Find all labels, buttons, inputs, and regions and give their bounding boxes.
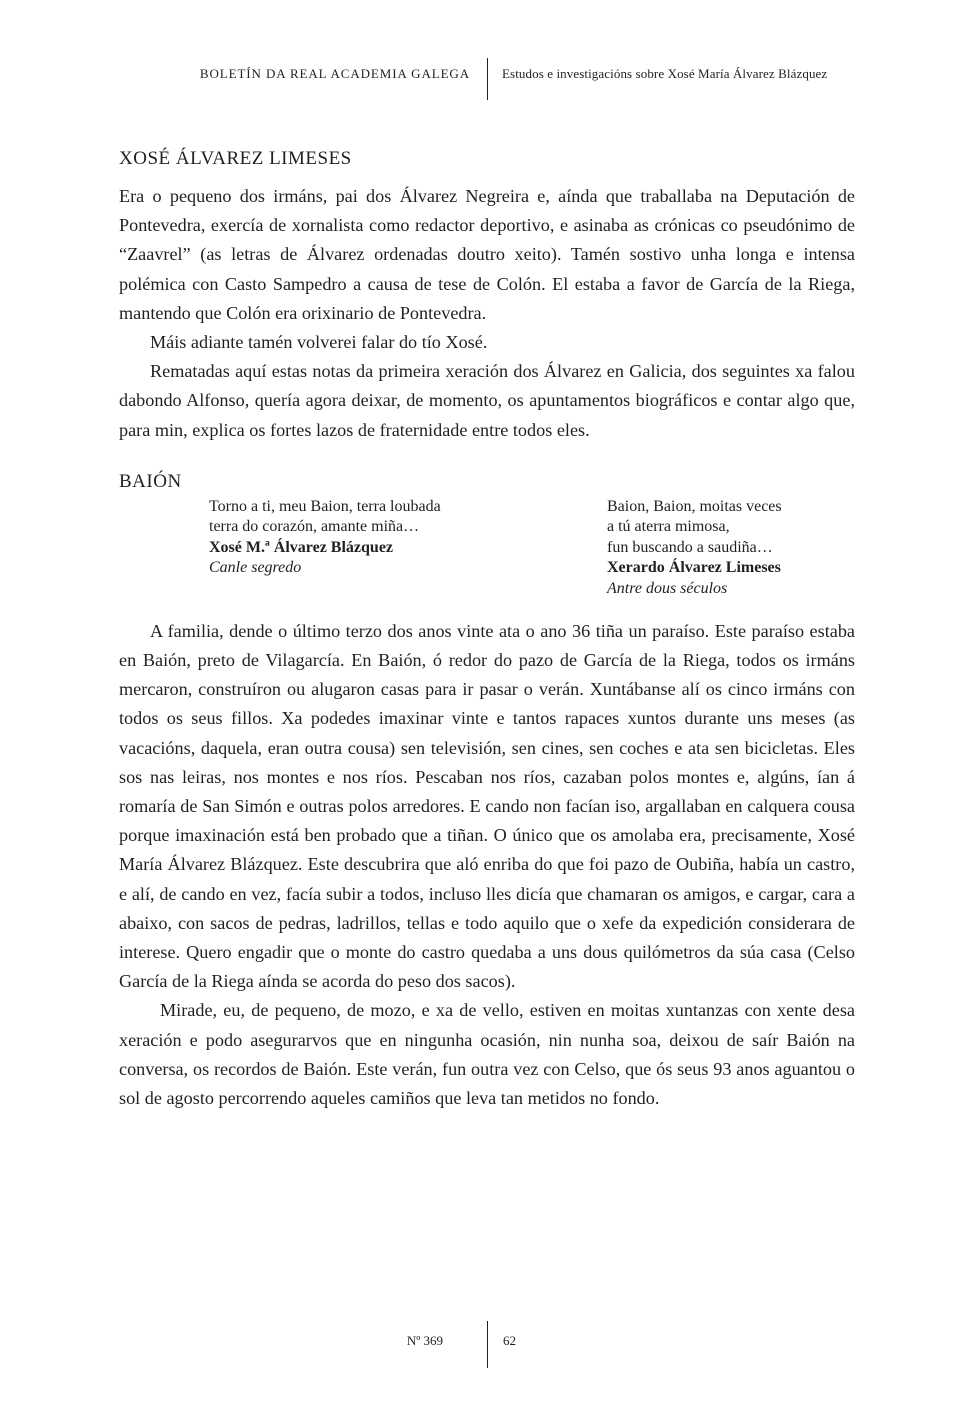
epigraph-author: Xosé M.ª Álvarez Blázquez xyxy=(209,538,394,556)
page-number: 62 xyxy=(503,1333,516,1348)
footer-divider xyxy=(487,1321,488,1368)
issue-number: Nº 369 xyxy=(406,1333,443,1348)
epigraph-right xyxy=(607,497,782,600)
epigraph-work: Antre dous séculos xyxy=(607,579,728,597)
paragraph: A familia, dende o último terzo dos anos vinte ata o ano 36 tiña un paraíso. Este paraíso estaba en Baión, preto de Vilagarcía. En Baión, ó redor do pazo de García de la Riega, todos os irmáns mercaron, construíron ou alugaron casas para ir pasar o verán. Xuntábanse alí os cinco irmáns con todos os seus fillos. Xa podedes imaxinar vinte e tantos rapaces xuntos durante uns meses (as vacacións, daquela, eran outra cousa) sen televisión, sen cines, sen coches e ata sen bicicletas. Eles sos nas leiras, nos montes e nos ríos. Pescaban nos ríos, cazaban polos montes e, algúns, ían á romaría de San Simón e outras polos arredores. E cando non facían iso, argallaban en calquera cousa porque imaxinación está ben probado que a tiñan. O único que os amolaba era, precisamente, Xosé María Álvarez Blázquez. Este descubrira que aló enriba do que foi pazo de Oubiña, había un castro, e alí, de cando en vez, facía subir a todos, incluso lles dicía que chamaran os amigos, e cargar, cara a abaixo, con sacos de pedras, ladrillos, tellas e todo aquilo que o xefe da expedición considerara de interese. Quero engadir que o monte do castro quedaba a uns dous quilómetros da súa casa (Celso García de la Riega aínda se acorda do peso dos sacos). xyxy=(119,620,855,992)
verse-line: a tú aterra mimosa, xyxy=(607,518,730,536)
epigraph-work: Canle segredo xyxy=(209,559,302,577)
section-title: Estudos e investigacións sobre Xosé María Álvarez Blázquez xyxy=(502,66,828,81)
heading-limeses: XOSÉ ÁLVAREZ LIMESES xyxy=(119,148,352,169)
paragraph: Era o pequeno dos irmáns, pai dos Álvarez Negreira e, aínda que traballaba na Deputación de Pontevedra, exercía de xornalista como redactor deportivo, e asinaba as crónicas co pseudónimo de “Zaavrel” (as letras de Álvarez ordenadas doutro xeito). Tamén sostivo unha longa e intensa polémica con Casto Sampedro a causa de tese de Colón. El estaba a favor de García de la Riega, mantendo que Colón era orixinario de Pontevedra. xyxy=(119,186,855,323)
journal-title: BOLETÍN DA REAL ACADEMIA GALEGA xyxy=(199,66,470,81)
verse-line: Baion, Baion, moitas veces xyxy=(607,497,782,515)
paragraph: Máis adiante tamén volverei falar do tío Xosé. xyxy=(150,332,488,353)
epigraph-author: Xerardo Álvarez Limeses xyxy=(607,559,781,577)
paragraph: Mirade, eu, de pequeno, de mozo, e xa de vello, estiven en moitas xuntanzas con xente desa xeración e podo asegurarvos que en ningunha ocasión, nin nunha soa, deixou de saír Baión na conversa, os recordos de Baión. Este verán, fun outra vez con Celso, que ós seus 93 anos aguantou o sol de agosto percorrendo aqueles camiños que leva tan metidos no fondo. xyxy=(119,1000,855,1109)
verse-line: Torno a ti, meu Baion, terra loubada xyxy=(209,497,441,515)
epigraphs xyxy=(119,495,855,607)
page-footer xyxy=(0,1321,975,1368)
verse-line: fun buscando a saudiña… xyxy=(607,538,773,556)
epigraph-left xyxy=(209,497,441,579)
verse-line: terra do corazón, amante miña… xyxy=(209,518,420,536)
article-body xyxy=(119,146,855,1113)
paragraph: Rematadas aquí estas notas da primeira xeración dos Álvarez en Galicia, dos seguintes xa falou dabondo Alfonso, quería agora deixar, de momento, os apuntamentos biográficos e contar algo que, para min, explica os fortes lazos de fraternidade entre todos eles. xyxy=(119,361,855,440)
header-divider xyxy=(487,58,488,100)
heading-baion: BAIÓN xyxy=(119,470,182,492)
running-header xyxy=(0,58,975,100)
